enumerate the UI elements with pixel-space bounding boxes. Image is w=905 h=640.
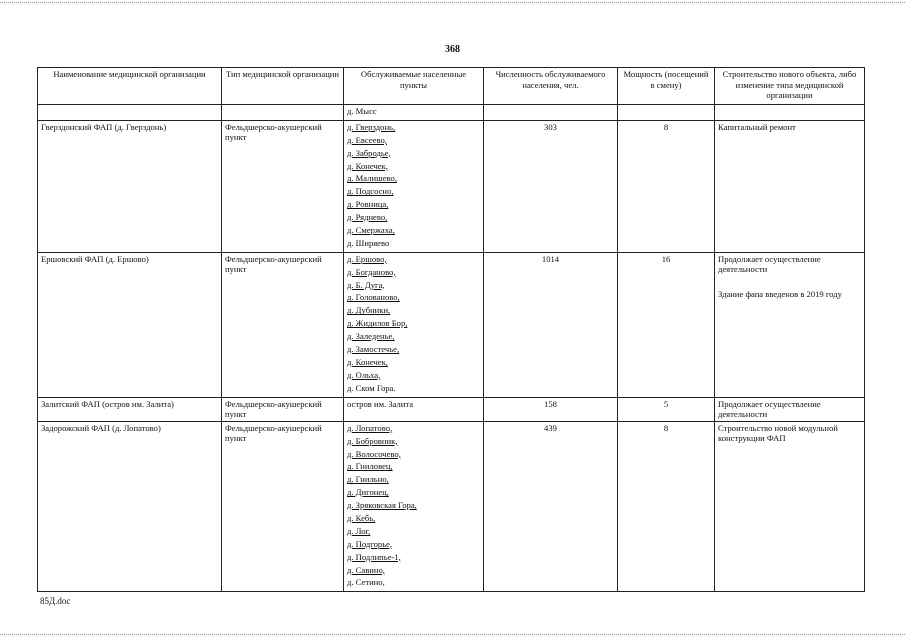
settlement-item: д. Волосочево, bbox=[347, 448, 401, 459]
population-cell: 158 bbox=[484, 397, 618, 421]
settlement-item: д. Лопатово, bbox=[347, 422, 393, 433]
settlements-cell bbox=[344, 421, 484, 592]
continuation-name-cell bbox=[38, 105, 222, 121]
construction-note: Здание фапа введенов в 2019 году bbox=[718, 288, 842, 299]
settlement-item: д. Бобровник, bbox=[347, 435, 398, 446]
settlement-item: д. Подсосно, bbox=[347, 186, 394, 197]
construction-note: Продолжает осуществление деятельности bbox=[718, 398, 821, 420]
organization-name: Залитский ФАП (остров им. Залита) bbox=[41, 398, 174, 409]
organization-name-cell bbox=[38, 252, 222, 397]
settlement-item: д. Ширяево bbox=[347, 237, 390, 248]
organization-name-cell bbox=[38, 397, 222, 421]
settlement-item: д. Конечек, bbox=[347, 160, 388, 171]
footer-file-name: 85Д.doc bbox=[40, 596, 71, 606]
settlement-item: д. Богданово, bbox=[347, 266, 396, 277]
organization-name: Гверздонский ФАП (д. Гверздонь) bbox=[41, 121, 167, 132]
organization-type: Фельдшерско-акушерский пункт bbox=[225, 398, 322, 420]
header-organization-type: Тип медицинской организации bbox=[222, 68, 344, 105]
settlement-item: д. Сетино, bbox=[347, 577, 385, 588]
organization-type: Фельдшерско-акушерский пункт bbox=[225, 121, 322, 143]
settlement-item: д. Кебь, bbox=[347, 513, 376, 524]
settlement-item: д. Ершово, bbox=[347, 253, 387, 264]
capacity-cell: 8 bbox=[618, 421, 715, 592]
organization-type-cell bbox=[222, 421, 344, 592]
header-population: Численность обслуживаемого населения, чел. bbox=[484, 68, 618, 105]
organization-name-cell bbox=[38, 120, 222, 252]
settlement-item: остров им. Залита bbox=[347, 398, 414, 409]
header-settlements: Обслуживаемые населенные пункты bbox=[344, 68, 484, 105]
settlement-item: д. Дубники, bbox=[347, 305, 391, 316]
organization-type-cell bbox=[222, 120, 344, 252]
settlement-item: д. Подлипье-1, bbox=[347, 551, 401, 562]
construction-cell bbox=[715, 397, 865, 421]
settlement-item: д. Лог, bbox=[347, 525, 371, 536]
capacity-cell: 16 bbox=[618, 252, 715, 397]
header-organization-name: Наименование медицинской организации bbox=[38, 68, 222, 105]
construction-spacer bbox=[718, 275, 861, 289]
table-row bbox=[38, 421, 865, 592]
table-row bbox=[38, 120, 865, 252]
construction-note: Продолжает осуществление деятельности bbox=[718, 253, 821, 275]
settlement-item: д. Конечек, bbox=[347, 356, 388, 367]
continuation-population-cell bbox=[484, 105, 618, 121]
organization-type: Фельдшерско-акушерский пункт bbox=[225, 422, 322, 444]
continuation-settlements-cell bbox=[344, 105, 484, 121]
capacity-cell: 5 bbox=[618, 397, 715, 421]
settlement-item: д. Подгорье, bbox=[347, 538, 393, 549]
settlement-item: д. Смержаха, bbox=[347, 225, 395, 236]
table-body bbox=[38, 105, 865, 592]
table-row bbox=[38, 397, 865, 421]
construction-note: Капитальный ремонт bbox=[718, 121, 796, 132]
organization-name: Задорожский ФАП (д. Лопатово) bbox=[41, 422, 161, 433]
settlement-item: д. Дигонец, bbox=[347, 487, 389, 498]
organization-type: Фельдшерско-акушерский пункт bbox=[225, 253, 322, 275]
settlement-item: д. Ряднево, bbox=[347, 212, 388, 223]
continuation-construction-cell bbox=[715, 105, 865, 121]
header-capacity: Мощность (посещений в смену) bbox=[618, 68, 715, 105]
capacity-cell: 8 bbox=[618, 120, 715, 252]
organization-name: Ершовский ФАП (д. Ершово) bbox=[41, 253, 149, 264]
settlement-item: д. Зряковская Гора, bbox=[347, 500, 417, 511]
organization-name-cell bbox=[38, 421, 222, 592]
settlement-item: д. Заледенье, bbox=[347, 331, 395, 342]
settlement-item: д. Мысс bbox=[347, 106, 377, 116]
settlement-item: д. Гверздонь, bbox=[347, 121, 396, 132]
settlement-item: д. Ольха, bbox=[347, 369, 381, 380]
settlements-cell bbox=[344, 397, 484, 421]
population-cell: 303 bbox=[484, 120, 618, 252]
settlement-item: д. Ровница, bbox=[347, 199, 389, 210]
continuation-row bbox=[38, 105, 865, 121]
construction-cell bbox=[715, 120, 865, 252]
construction-cell bbox=[715, 252, 865, 397]
settlements-cell bbox=[344, 120, 484, 252]
header-construction: Строительство нового объекта, либо изменение типа медицинской организации bbox=[715, 68, 865, 105]
settlement-item: д. Б. Дуга, bbox=[347, 279, 385, 290]
settlement-item: д. Савино, bbox=[347, 564, 385, 575]
table-header-row bbox=[38, 68, 865, 105]
construction-cell bbox=[715, 421, 865, 592]
settlements-cell bbox=[344, 252, 484, 397]
settlement-item: д. Малишево, bbox=[347, 173, 397, 184]
continuation-capacity-cell bbox=[618, 105, 715, 121]
organization-type-cell bbox=[222, 397, 344, 421]
settlement-item: д. Забродье, bbox=[347, 147, 391, 158]
settlement-item: д. Ском Гора. bbox=[347, 382, 396, 393]
facilities-table bbox=[37, 67, 865, 592]
scan-edge-top bbox=[0, 2, 905, 4]
construction-note: Строительство новой модульной конструкции ФАП bbox=[718, 422, 838, 444]
scan-edge-bottom bbox=[0, 634, 905, 636]
population-cell: 439 bbox=[484, 421, 618, 592]
settlement-item: д. Замостечье, bbox=[347, 344, 400, 355]
settlement-item: д. Жидилов Бор, bbox=[347, 318, 408, 329]
continuation-type-cell bbox=[222, 105, 344, 121]
settlement-item: д. Гнильно, bbox=[347, 474, 389, 485]
settlement-item: д. Гниловец, bbox=[347, 461, 393, 472]
table-row bbox=[38, 252, 865, 397]
organization-type-cell bbox=[222, 252, 344, 397]
settlement-item: д. Голованово, bbox=[347, 292, 400, 303]
population-cell: 1014 bbox=[484, 252, 618, 397]
settlement-item: д. Евсеево, bbox=[347, 134, 387, 145]
page-number: 368 bbox=[445, 44, 460, 55]
